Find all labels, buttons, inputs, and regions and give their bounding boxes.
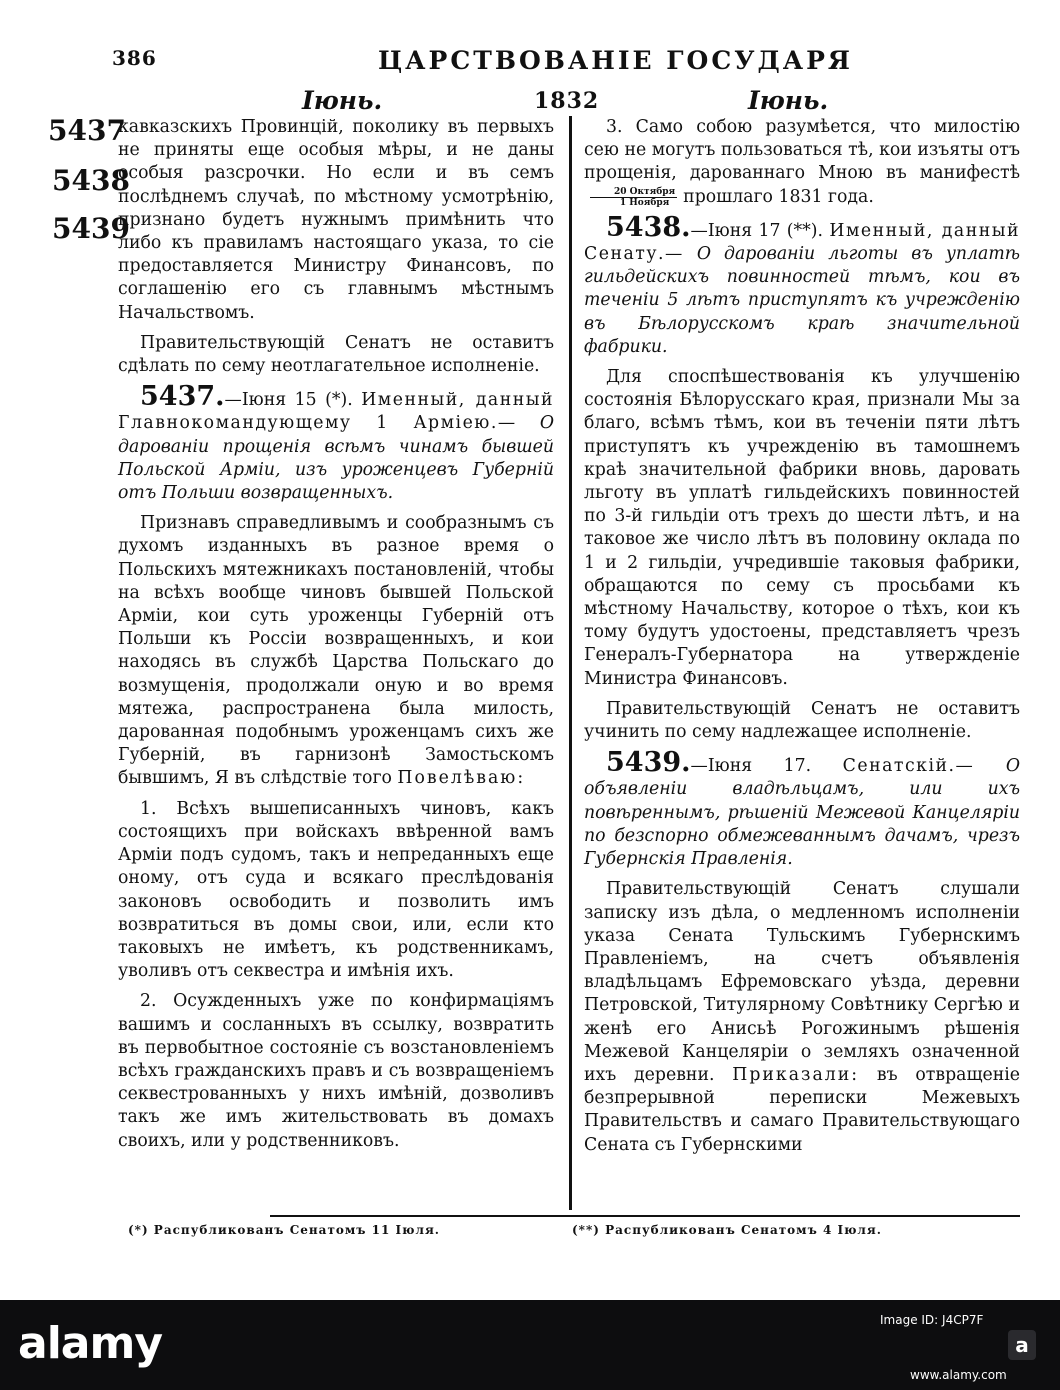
body-text: Правительствующій Сенатъ слушали записку изъ дѣла, о медленномъ исполненіи указа Сената Тульскимъ Губернскимъ Правленіемъ, на счетъ объявленія владѣльцамъ Ефремовскаго уѣзда, деревни Петровской, Титулярному Совѣтнику Сергѣю и женѣ его Анисьѣ Рогожинымъ рѣшенія Межевой Канцеляріи о земляхъ означенной ихъ деревни.: [584, 879, 1020, 1085]
decree-5439-body: [584, 878, 1020, 1156]
decree-subject: О дарованіи льготы въ уплатѣ гильдейскихъ повинностей тѣмъ, кои въ теченіи 5 лѣтъ приступятъ къ учрежденію въ Бѣлорусскомъ краѣ значительной фабрики.: [584, 244, 1020, 357]
closing-paragraph: Правительствующій Сенатъ не оставитъ сдѣлать по сему неотлагательное исполненіе.: [118, 332, 554, 377]
month-right: Іюнь.: [748, 86, 829, 115]
item-2: 2. Осужденныхъ уже по конфирмаціямъ вашимъ и сосланныхъ въ ссылку, возвратить въ первобытное состояніе съ возстановленіемъ всѣхъ гражданскихъ правъ и съ возвращеніемъ секвестрованныхъ у нихъ имѣній, дозволивъ такъ же имъ жительствовать въ домахъ своихъ, или у родственниковъ.: [118, 991, 554, 1151]
body-text: Признавъ справедливымъ и сообразнымъ съ духомъ изданныхъ въ разное время о Польскихъ мятежникахъ постановленій, чтобы на всѣхъ вообще чиновъ бывшей Польской Арміи, кои суть уроженцы Губерній отъ Польши къ Россіи возвращенныхъ, и кои находясь въ службѣ Царства Польскаго до возмущенія, продолжали оную и во время мятежа, распространена была милость, дарованная подобнымъ уроженцамъ сихъ же Губерній, въ гарнизонѣ Замостьскомъ бывшимъ, Я въ слѣдствіе того: [118, 513, 554, 789]
decree-number: 5439.: [606, 747, 691, 779]
decree-type: Сенатскій.—: [842, 756, 975, 777]
closing-paragraph: Правительствующій Сенатъ не оставитъ учинить по сему надлежащее исполненіе.: [584, 698, 1020, 743]
margin-number-5437: 5437: [48, 114, 126, 147]
footnote-right: (**) Распубликованъ Сенатомъ 4 Іюля.: [572, 1223, 882, 1237]
right-column: [584, 116, 1020, 1157]
item-3-tail: прошлаго 1831 года.: [683, 186, 874, 207]
column-divider: [569, 116, 572, 1210]
margin-number-5439: 5439: [52, 212, 130, 245]
running-title: ЦАРСТВОВАНІЕ ГОСУДАРЯ: [378, 46, 853, 75]
fraction-top: 20 Октября: [590, 187, 677, 198]
decree-5439-heading: [584, 747, 1020, 871]
footnote-left: (*) Распубликованъ Сенатомъ 11 Іюля.: [128, 1223, 440, 1237]
watermark-url: www.alamy.com: [910, 1368, 1007, 1382]
fraction-bottom: 1 Ноября: [619, 197, 670, 208]
month-left: Іюнь.: [302, 86, 383, 115]
watermark-logo: alamy: [18, 1318, 162, 1369]
decree-number: 5438.: [606, 211, 691, 243]
decree-5437-body: [118, 512, 554, 790]
decree-number: 5437.: [140, 381, 225, 413]
item-1: 1. Всѣхъ вышеписанныхъ чиновъ, какъ состоящихъ при войскахъ ввѣренной вамъ Арміи подъ судомъ, такъ и непреданныхъ еще оному, отъ суда и всякаго преслѣдованія законовъ освободить и позволить имъ возвратиться въ домы свои, или, если кто таковыхъ не имѣетъ, къ родственникамъ, уволивъ отъ секвестра и имѣнія ихъ.: [118, 798, 554, 982]
footnote-rule: [270, 1215, 1020, 1217]
body-text-tail: въ отвращеніе безпрерывной переписки Межевыхъ Правительствъ и самаго Правительствующаго Сената съ Губернскими: [584, 1064, 1021, 1155]
year: 1832: [534, 88, 600, 114]
ordered-word: Приказали:: [732, 1064, 860, 1085]
image-id-label: Image ID: J4CP7F: [880, 1313, 984, 1327]
decree-date: —Іюня 17 (**).: [690, 220, 824, 241]
decree-5437-heading: [118, 381, 555, 505]
margin-number-5438: 5438: [52, 164, 130, 197]
decree-subject: О дарованіи прощенія всѣмъ чинамъ бывшей Польской Арміи, изъ уроженцевъ Губерній отъ Польши возвращенныхъ.: [118, 413, 554, 504]
command-word: Повелѣваю:: [397, 768, 526, 789]
decree-subject: О объявленіи владѣльцамъ, или ихъ повѣреннымъ, рѣшеній Межевой Канцеляріи по безспорно обмежеваннымъ дачамъ, чрезъ Губернскія Правленія.: [584, 756, 1020, 870]
decree-5438-heading: [584, 211, 1020, 359]
page-number: 386: [112, 46, 157, 70]
date-fraction: [590, 187, 677, 208]
item-3: [584, 116, 1020, 209]
decree-type: Именный, данный Главнокомандующему 1 Арміею.—: [118, 390, 555, 434]
item-3-text: 3. Само собою разумѣется, что милостію сею не могутъ пользоваться тѣ, кои изъяты отъ прощенія, дарованнаго Мною въ манифестѣ: [584, 117, 1020, 184]
left-column: [118, 116, 554, 1153]
continuation-paragraph: кавказскихъ Провинцій, поколику въ первыхъ не приняты еще особыя мѣры, и не даны особыя разсрочки. Но если и въ семъ послѣднемъ случаѣ, по мѣстному усмотрѣнію, признано будетъ нужнымъ примѣнить что либо къ правиламъ настоящаго указа, то сіе предоставляется Министру Финансовъ, по соглашенію его съ главнымъ мѣстнымъ Начальствомъ.: [118, 117, 554, 323]
decree-date: —Іюня 17.: [690, 756, 812, 777]
decree-date: —Іюня 15 (*).: [224, 390, 353, 411]
decree-5438-body: Для споспѣшествованія къ улучшенію состоянія Бѣлорусскаго края, признали Мы за благо, всѣмъ тѣмъ, кои въ теченіи пяти лѣтъ приступятъ къ учрежденію въ тамошнемъ краѣ значительной фабрики вновь, даровать льготу въ уплатѣ гильдейскихъ повинностей по 3-й гильдіи отъ трехъ до шести лѣтъ, и на таковое же число лѣтъ въ половину оклада по 1 и 2 гильдіи, учредившіе таковыя фабрики, обращаются по сему съ просьбами къ мѣстному Начальству, которое о тѣхъ, кои къ тому будутъ удостоены, представляетъ чрезъ Генералъ-Губернатора на утвержденіе Министра Финансовъ.: [584, 367, 1020, 689]
watermark-badge-icon: a: [1008, 1330, 1036, 1360]
decree-type: Именный, данный Сенату.—: [584, 220, 1020, 265]
